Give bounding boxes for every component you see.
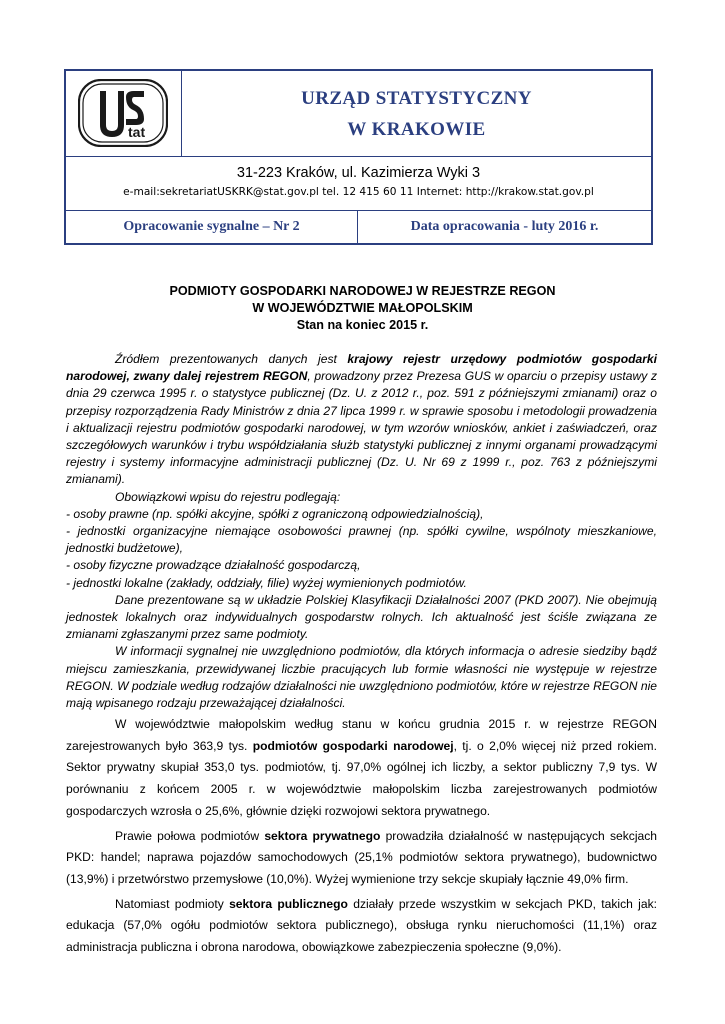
intro-paragraph-1 [66,351,657,489]
body-section [66,714,657,959]
intro-p1-text-c: , prowadzony przez Prezesa GUS w oparciu o przepisy ustawy z dnia 29 czerwca 1995 r. o statystyce publicznej (Dz. U. z 2012 r., poz. 591 z późniejszymi zmianami) oraz o przepisy rozporządzenia Rady Ministrów z dnia 27 lipca 1999 r. w sprawie sposobu i metodologii prowadzenia i aktualizacji rejestru podmiotów gospodarki narodowej, w tym wzorów wniosków, ankiet i zaświadczeń, oraz szczegółowych warunków i trybu współdziałania służb statystyki publicznej z innymi organami prowadzącymi rejestry i systemy informacyjne administracji publicznej (Dz. U. Nr 69 z 1999 r., poz. 763 z późniejszymi zmianami). [66,369,657,487]
title-line-3: Stan na koniec 2015 r. [296,318,429,332]
body-p1-text-a: W województwie małopolskim według stanu w końcu grudnia 2015 r. w rejestrze REGON zarejestrowanych było 363,9 tys. [66,717,657,753]
logo-cell [66,71,182,156]
institution-line-2: W KRAKOWIE [347,118,486,140]
body-paragraph-3 [66,894,657,959]
contact-line: e-mail:sekretariatUSKRK@stat.gov.pl tel. 12 415 60 11 Internet: http://krakow.stat.gov.pl [123,186,594,198]
body-p3-emphasis: sektora publicznego [229,896,348,911]
institution-name [182,71,651,156]
title-line-1: PODMIOTY GOSPODARKI NARODOWEJ W REJESTRZE REGON [169,284,556,298]
intro-p1-text-a: Źródłem prezentowanych danych jest [115,352,348,366]
body-p3-text-c: działały przede wszystkim w sekcjach PKD, takich jak: edukacja (57,0% ogółu podmiotów sektora publicznego), obsługa rynku nieruchomości (11,1%) oraz administracja publiczna i obrona narodowa, obowiązkowe zabezpieczenia społeczne (9,0%). [66,896,657,955]
body-p2-text-c: prowadziła działalność w następujących sekcjach PKD: handel; naprawa pojazdów samochodowych (25,1% podmiotów sektora prywatnego), budownictwo (13,9%) i przetwórstwo przemysłowe (10,0%). Wyżej wymienione trzy sekcje skupiały łącznie 49,0% firm. [66,828,658,886]
body-p3-text-a: Natomiast podmioty [115,896,230,911]
body-paragraph-2 [66,826,657,891]
list-item: - osoby prawne (np. spółki akcyjne, spółki z ograniczoną odpowiedzialnością), [66,506,484,521]
date-label: Data opracowania - luty 2016 r. [410,219,599,234]
intro-section [66,351,657,712]
intro-paragraph-3: Dane prezentowane są w układzie Polskiej Klasyfikacji Działalności 2007 (PKD 2007). Nie obejmują jednostek lokalnych oraz indywidualnych gospodarstw rolnych. Ich aktualność jest ściśle związana ze zmianami zgłaszanymi przez same podmioty. [66,592,657,642]
intro-paragraph-4: W informacji sygnalnej nie uwzględniono podmiotów, dla których informacja o adresie siedziby bądź miejscu zamieszkania, przewidywanej liczbie pracujących lub formie własności nie występuje w rejestrze REGON. W podziale według rodzajów działalności nie uwzględniono podmiotów, które w rejestrze REGON nie mają wpisanego rodzaju przeważającej działalności. [66,644,657,711]
body-p1-emphasis: podmiotów gospodarki narodowej [252,738,454,753]
body-paragraph-1 [66,714,657,823]
address: 31-223 Kraków, ul. Kazimierza Wyki 3 [236,165,481,181]
header-box [64,69,653,245]
header-contact-row [66,156,651,211]
title-line-2: W WOJEWÓDZTWIE MAŁOPOLSKIM [252,301,473,315]
svg-text:tat: tat [128,124,146,140]
body-p2-text-a: Prawie połowa podmiotów [115,828,265,843]
header-info-row [66,211,651,243]
body-p1-text-c: , tj. o 2,0% więcej niż przed rokiem. Sektor prywatny skupiał 353,0 tys. podmiotów, tj. 97,0% ogólnej ich liczby, a sektor publiczny 7,9 tys. W porównaniu z końcem 2005 r. w województwie małopolskim liczba zarejestrowanych podmiotów gospodarczych wzrosła o 25,6%, głównie dzięki rozwojowi sektora prywatnego. [66,738,657,818]
body-p2-emphasis: sektora prywatnego [264,828,381,843]
list-item: - jednostki organizacyjne niemające osobowości prawnej (np. spółki cywilne, wspólnoty mieszkaniowe, jednostki budżetowe), [66,524,657,556]
institution-line-1: URZĄD STATYSTYCZNY [301,87,532,109]
list-item: - osoby fizyczne prowadzące działalność gospodarczą, [66,558,361,573]
list-item: - jednostki lokalne (zakłady, oddziały, filie) wyżej wymienionych podmiotów. [66,575,467,590]
ustat-logo-icon [78,79,168,147]
intro-paragraph-2: Obowiązkowi wpisu do rejestru podlegają: [115,489,341,504]
intro-p1-emphasis: krajowy rejestr urzędowy podmiotów gospodarki narodowej, zwany dalej rejestrem REGON [66,352,657,384]
signal-label: Opracowanie sygnalne – Nr 2 [66,211,358,243]
document-title [64,283,661,334]
header-top-row [66,71,651,156]
